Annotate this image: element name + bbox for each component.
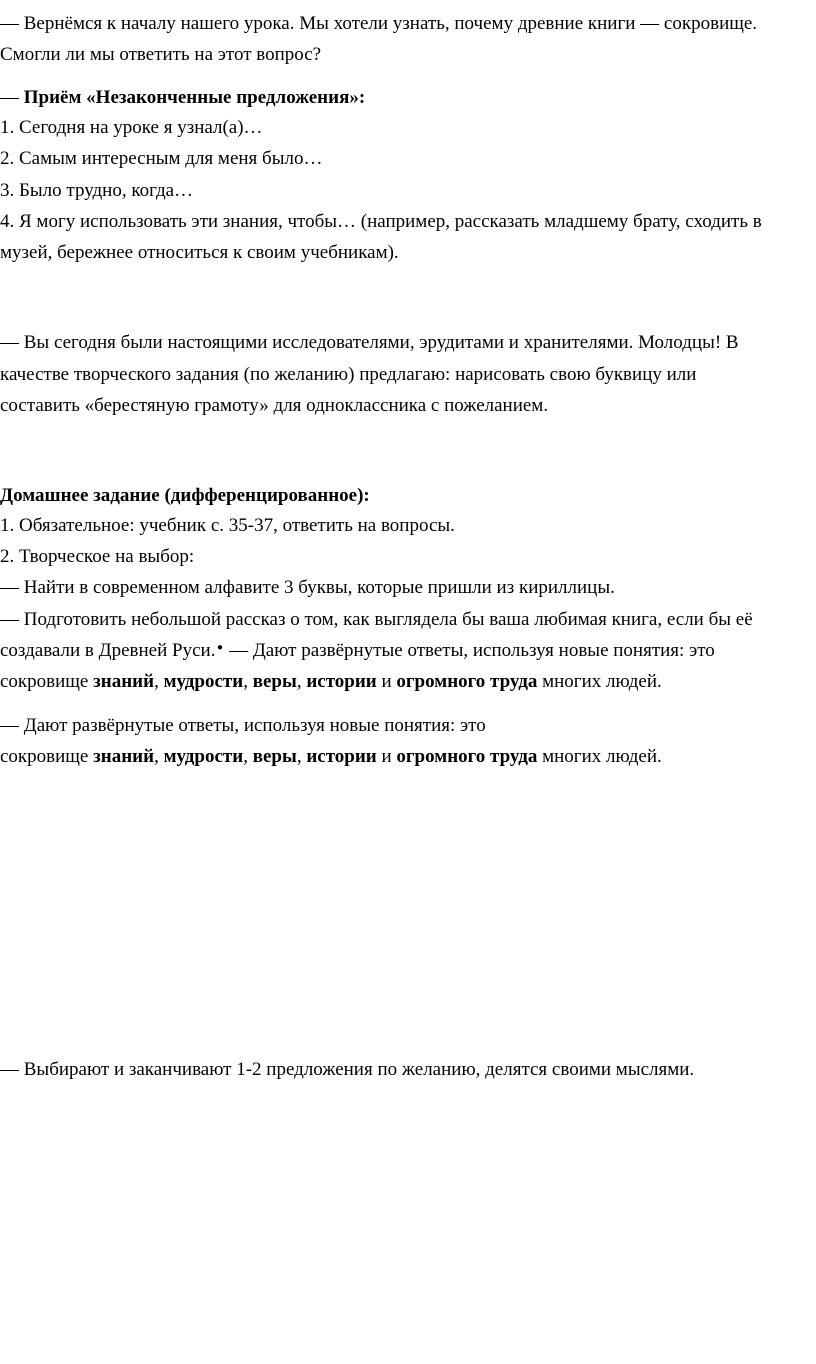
homework-title <box>0 484 370 508</box>
homework-item-4-end: создавали в Древней Руси. <box>0 640 216 661</box>
method-item-1: 1. Сегодня на уроке я узнал(а)… <box>0 117 263 138</box>
intro-line-1: — Вернёмся к началу нашего урока. Мы хотели узнать, почему древние книги — сокровище. <box>0 13 758 34</box>
homework-item-1: 1. Обязательное: учебник с. 35-37, ответить на вопросы. <box>0 515 455 536</box>
praise-line-3: составить «берестяную грамоту» для одноклассника с пожеланием. <box>0 395 549 416</box>
method-title: Приём «Незаконченные предложения»: <box>23 87 366 108</box>
treasure-word-faith: веры <box>252 746 297 767</box>
method-dash: — <box>0 87 24 108</box>
praise-line-2: качестве творческого задания (по желанию) предлагаю: нарисовать свою буквицу или <box>0 364 697 385</box>
treasure-separator: , <box>296 671 307 692</box>
treasure-line-2 <box>0 745 662 769</box>
treasure-prefix: сокровище <box>0 746 94 767</box>
treasure-separator: и <box>376 671 397 692</box>
treasure-separator: , <box>243 671 253 692</box>
homework-item-2: 2. Творческое на выбор: <box>0 546 195 567</box>
treasure-word-faith: веры <box>252 671 297 692</box>
method-heading <box>0 86 365 110</box>
treasure-word-history: истории <box>306 671 377 692</box>
method-item-3: 3. Было трудно, когда… <box>0 180 194 201</box>
homework-item-3: — Найти в современном алфавите 3 буквы, которые пришли из кириллицы. <box>0 577 615 598</box>
bullet-icon: • <box>215 639 225 657</box>
treasure-separator: , <box>296 746 307 767</box>
method-item-4: 4. Я могу использовать эти знания, чтобы… (например, рассказать младшему брату, сходить в <box>0 211 762 232</box>
treasure-separator: , <box>154 746 164 767</box>
treasure-word-knowledge: знаний <box>93 746 155 767</box>
treasure-suffix: многих людей. <box>537 671 662 692</box>
method-item-4-continued: музей, бережнее относиться к своим учебникам). <box>0 242 399 263</box>
treasure-word-history: истории <box>306 746 377 767</box>
homework-item-4: — Подготовить небольшой рассказ о том, как выглядела бы ваша любимая книга, если бы её <box>0 609 753 630</box>
treasure-prefix: сокровище <box>0 671 94 692</box>
homework-item-4-continued <box>0 639 715 663</box>
treasure-word-labor: огромного труда <box>396 671 538 692</box>
treasure-word-wisdom: мудрости <box>163 746 244 767</box>
treasure-word-knowledge: знаний <box>93 671 155 692</box>
treasure-line-1 <box>0 670 662 694</box>
answers-line-1: — Дают развёрнутые ответы, используя новые понятия: это <box>0 715 486 736</box>
treasure-suffix: многих людей. <box>537 746 662 767</box>
praise-line-1: — Вы сегодня были настоящими исследователями, эрудитами и хранителями. Молодцы! В <box>0 332 739 353</box>
method-item-2: 2. Самым интересным для меня было… <box>0 148 323 169</box>
closing-line: — Выбирают и заканчивают 1-2 предложения по желанию, делятся своими мыслями. <box>0 1059 695 1080</box>
treasure-word-wisdom: мудрости <box>163 671 244 692</box>
treasure-word-labor: огромного труда <box>396 746 538 767</box>
homework-title-text: Домашнее задание (дифференцированное): <box>0 485 370 506</box>
answers-start: — Дают развёрнутые ответы, используя новые понятия: это <box>224 640 715 661</box>
intro-line-2: Смогли ли мы ответить на этот вопрос? <box>0 44 322 65</box>
treasure-separator: , <box>243 746 253 767</box>
treasure-separator: , <box>154 671 164 692</box>
treasure-separator: и <box>376 746 397 767</box>
